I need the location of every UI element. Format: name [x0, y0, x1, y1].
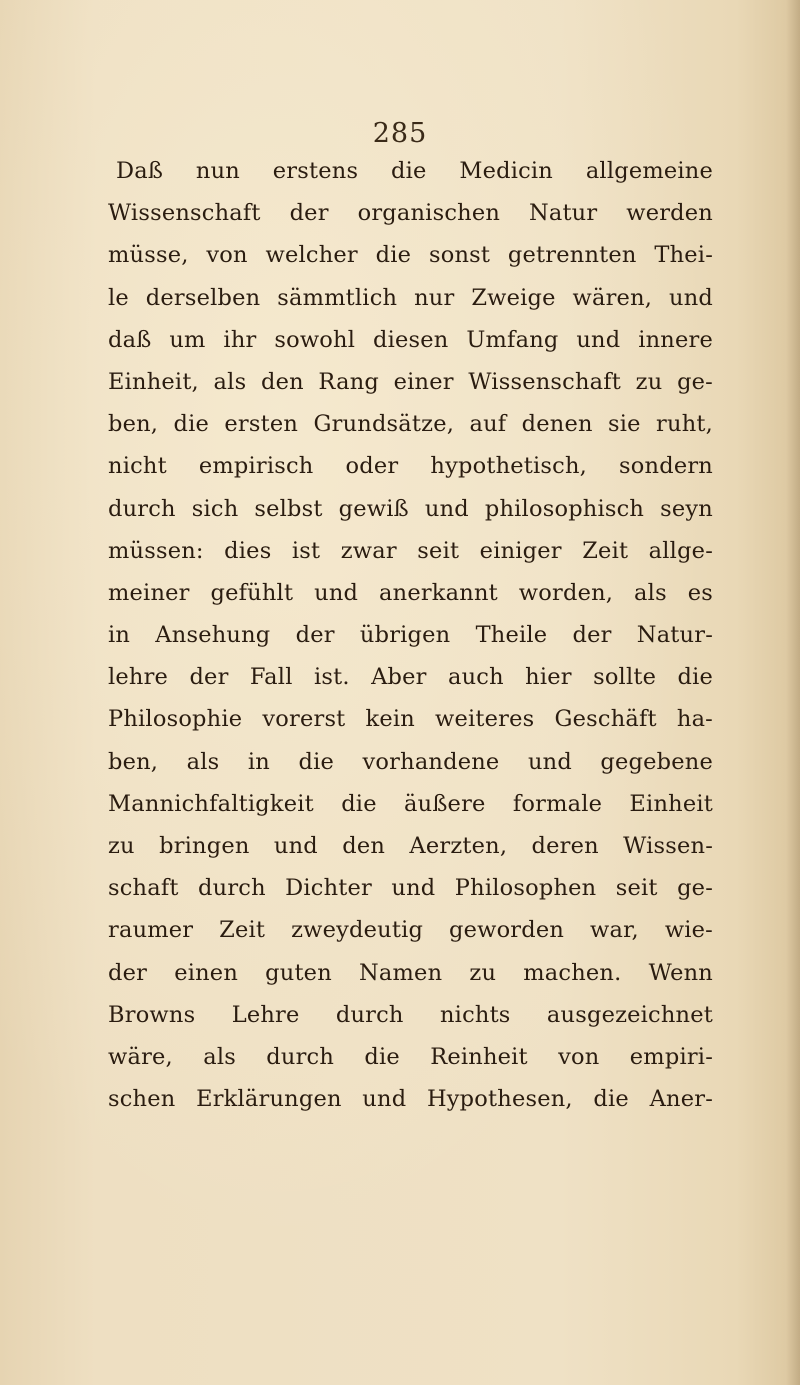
text-line: Daß nun erstens die Medicin allgemeine — [116, 158, 713, 184]
text-line: schaft durch Dichter und Philosophen seit ge- — [108, 875, 713, 902]
text-line: meiner gefühlt und anerkannt worden, als es — [108, 579, 713, 606]
text-line: in Ansehung der übrigen Theile der Natur- — [108, 622, 713, 649]
text-line: le derselben sämmtlich nur Zweige wären, und — [108, 284, 713, 311]
text-line: durch sich selbst gewiß und philosophisch seyn — [108, 495, 713, 522]
text-line: wäre, als durch die Reinheit von empiri- — [108, 1043, 713, 1070]
text-line: nicht empirisch oder hypothetisch, sondern — [108, 453, 713, 480]
text-line: müsse, von welcher die sonst getrennten Thei- — [108, 242, 713, 269]
body-text — [108, 150, 713, 1120]
text-line: Mannichfaltigkeit die äußere formale Einheit — [108, 790, 713, 817]
page-number: 285 — [372, 118, 428, 149]
text-line: Browns Lehre durch nichts ausgezeichnet — [108, 1001, 713, 1028]
text-line: zu bringen und den Aerzten, deren Wissen- — [108, 833, 713, 859]
page-edge-shadow — [786, 0, 800, 1385]
text-line: daß um ihr sowohl diesen Umfang und innere — [108, 326, 713, 353]
text-line: Philosophie vorerst kein weiteres Geschäft ha- — [108, 706, 713, 733]
text-line: der einen guten Namen zu machen. Wenn — [108, 959, 713, 986]
text-line: schen Erklärungen und Hypothesen, die Aner- — [108, 1086, 713, 1113]
text-line: Einheit, als den Rang einer Wissenschaft zu ge- — [108, 368, 713, 395]
text-line: ben, die ersten Grundsätze, auf denen sie ruht, — [108, 411, 713, 438]
text-line: Wissenschaft der organischen Natur werden — [108, 200, 713, 227]
text-line: lehre der Fall ist. Aber auch hier sollte die — [108, 664, 713, 691]
text-line: raumer Zeit zweydeutig geworden war, wie- — [108, 917, 713, 944]
text-line: ben, als in die vorhandene und gegebene — [108, 748, 713, 775]
text-line: müssen: dies ist zwar seit einiger Zeit allge- — [108, 537, 713, 564]
